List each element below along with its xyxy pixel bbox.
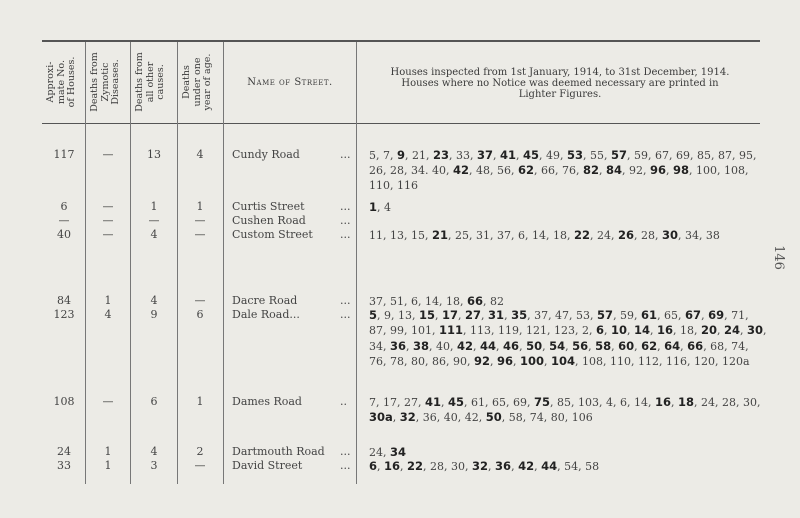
house-number: , 37, 47, 53,	[527, 309, 598, 322]
house-number-notice: 21	[431, 228, 448, 242]
house-number: ,	[588, 339, 596, 353]
houses-inspected-list	[369, 395, 769, 426]
house-number: ,	[516, 149, 524, 162]
house-number-notice: 27	[465, 308, 482, 322]
house-number: , 18,	[673, 324, 701, 338]
house-number: ,	[544, 354, 551, 368]
house-number: , 24,	[589, 229, 618, 242]
street-name: Dale Road...	[232, 308, 300, 321]
header-infant-deaths	[182, 42, 218, 122]
zymotic-deaths: 1	[104, 459, 112, 472]
house-number: , 92,	[622, 164, 650, 178]
house-number-notice: 5	[369, 308, 378, 322]
house-number-notice: 92	[473, 353, 490, 368]
house-number-notice: 57	[597, 308, 614, 322]
house-number-notice: 41	[500, 148, 517, 162]
house-number: , 55,	[583, 149, 612, 162]
house-number: , 71, 87, 99, 101,	[369, 309, 749, 338]
house-number-notice: 17	[442, 308, 459, 322]
house-number: ,	[670, 396, 678, 409]
house-number: , 34, 38	[677, 229, 720, 242]
leader-dots: ...	[340, 148, 351, 161]
house-number-notice: 23	[432, 148, 449, 162]
house-number-notice: 66	[466, 294, 483, 308]
house-number: , 28, 30,	[423, 460, 473, 473]
col-divider	[356, 42, 357, 484]
house-number-notice: 18	[677, 395, 694, 409]
leader-dots: ..	[340, 395, 347, 408]
infant-deaths: 2	[196, 445, 204, 458]
house-number-notice: 14	[633, 323, 650, 338]
zymotic-deaths: —	[102, 200, 114, 213]
house-number: , 113, 119, 121, 123, 2,	[463, 324, 596, 338]
header-other-deaths	[135, 42, 171, 122]
house-number-notice: 1	[369, 200, 378, 214]
houses-inspected-list	[369, 459, 769, 474]
house-number-notice: 111	[438, 323, 463, 338]
house-number-notice: 42	[452, 163, 469, 178]
house-number: , 85, 103, 4, 6, 14,	[550, 396, 655, 409]
house-number-notice: 60	[618, 338, 635, 353]
house-number-notice: 15	[419, 308, 436, 322]
house-number-notice: 37	[476, 148, 493, 162]
house-number: ,	[657, 339, 665, 353]
other-deaths: 3	[150, 459, 158, 472]
houses-count: 84	[57, 294, 71, 307]
house-number: , 36, 40, 42,	[415, 411, 486, 425]
house-number: ,	[611, 339, 619, 353]
house-number-notice: 22	[407, 459, 424, 473]
house-number: ,	[542, 339, 550, 353]
other-deaths: —	[148, 214, 160, 227]
house-number-notice: 82	[582, 163, 599, 178]
house-number: , 82	[482, 295, 504, 308]
infant-deaths: —	[194, 228, 206, 241]
house-number: , 58, 74, 80, 106	[501, 411, 593, 425]
houses-count: 33	[57, 459, 71, 472]
house-number-notice: 16	[384, 459, 401, 473]
house-number-notice: 32	[399, 410, 416, 425]
house-number-notice: 56	[572, 338, 589, 353]
house-number: ,	[634, 339, 642, 353]
infant-deaths: 1	[196, 395, 204, 408]
house-number-notice: 42	[457, 338, 474, 353]
house-number: ,	[626, 324, 634, 338]
house-number-notice: 44	[541, 459, 558, 473]
house-number: ,	[512, 354, 520, 368]
house-number: ,	[392, 411, 400, 425]
zymotic-deaths: 1	[104, 294, 112, 307]
header-zymotic-deaths	[90, 42, 126, 122]
house-number-notice: 6	[595, 323, 604, 338]
house-number: , 34,	[369, 324, 767, 353]
other-deaths: 4	[150, 294, 158, 307]
house-number: ,	[603, 324, 611, 338]
house-number: , 59,	[613, 309, 642, 322]
house-number-notice: 34	[390, 445, 407, 459]
houses-inspected-list	[369, 445, 769, 460]
header-houses-line2: Houses where no Notice was deemed necessary are printed in	[401, 78, 719, 89]
house-number-notice: 32	[472, 459, 489, 473]
house-number: ,	[650, 324, 657, 338]
house-number-notice: 50	[526, 338, 543, 353]
houses-count: 6	[60, 200, 68, 213]
house-number-notice: 22	[573, 228, 590, 242]
col-divider	[177, 42, 178, 484]
house-number: ,	[489, 354, 497, 368]
house-number: ,	[406, 339, 414, 353]
header-houses-inspected	[360, 67, 760, 100]
infant-deaths: 1	[196, 200, 204, 213]
house-number: , 61, 65, 69,	[464, 396, 534, 409]
house-number: ,	[496, 339, 504, 353]
street-name: Curtis Street	[232, 200, 305, 213]
house-number-notice: 45	[448, 395, 465, 409]
houses-count: 24	[57, 445, 71, 458]
house-number-notice: 38	[413, 338, 430, 353]
infant-deaths: —	[194, 459, 206, 472]
street-name: Dacre Road	[232, 294, 298, 307]
houses-count: 123	[53, 308, 75, 321]
house-number: ,	[400, 460, 408, 473]
other-deaths: 6	[150, 395, 158, 408]
house-number-notice: 30	[661, 228, 678, 242]
houses-count: 108	[53, 395, 75, 408]
house-number-notice: 10	[610, 323, 627, 338]
zymotic-deaths: 4	[104, 308, 112, 321]
house-number-notice: 16	[657, 323, 674, 338]
house-number-notice: 53	[567, 148, 584, 162]
header-houses-line3: Lighter Figures.	[518, 89, 602, 100]
header-text: Deaths from Zymotic Diseases.	[89, 52, 121, 112]
house-number: ,	[511, 460, 519, 473]
house-number-notice: 42	[518, 459, 535, 473]
house-number: , 9, 13,	[377, 309, 419, 322]
house-number-notice: 36	[495, 459, 512, 473]
house-number-notice: 98	[673, 163, 690, 178]
leader-dots: ...	[340, 445, 351, 458]
zymotic-deaths: —	[102, 395, 114, 408]
header-houses-line1: Houses inspected from 1st January, 1914, to 31st December, 1914.	[390, 67, 730, 78]
zymotic-deaths: —	[102, 214, 114, 227]
col-divider	[223, 42, 224, 484]
houses-inspected-list	[369, 228, 769, 243]
house-number-notice: 96	[649, 163, 666, 178]
house-number-notice: 62	[641, 338, 658, 353]
house-number-notice: 36	[390, 338, 407, 353]
street-name: Cundy Road	[232, 148, 300, 161]
street-name: Dames Road	[232, 395, 302, 408]
zymotic-deaths: 1	[104, 445, 112, 458]
infant-deaths: —	[194, 294, 206, 307]
house-number: ,	[493, 149, 500, 162]
house-number: , 33,	[449, 149, 477, 162]
houses-count: 117	[53, 148, 75, 161]
header-text: Deaths from all other causes.	[134, 52, 166, 112]
house-number-notice: 61	[641, 308, 658, 322]
house-number: ,	[488, 460, 496, 473]
house-number-notice: 30	[747, 323, 764, 338]
house-number: 11, 13, 15,	[369, 229, 432, 242]
house-number: ,	[519, 339, 527, 353]
infant-deaths: —	[194, 214, 206, 227]
houses-inspected-list	[369, 148, 769, 193]
house-number: , 25, 31, 37, 6, 14, 18,	[448, 229, 574, 242]
house-number: ,	[504, 309, 512, 322]
house-number-notice: 104	[551, 353, 576, 368]
page-number: 146	[770, 245, 786, 270]
house-number-notice: 96	[496, 353, 513, 368]
house-number-notice: 16	[654, 395, 671, 409]
zymotic-deaths: —	[102, 228, 114, 241]
houses-count: —	[58, 214, 70, 227]
header-text: Deaths under one year of age.	[181, 53, 213, 111]
house-number: , 40,	[429, 339, 458, 353]
leader-dots: ...	[340, 214, 351, 227]
header-street-name: Name of Street.	[247, 77, 333, 88]
house-number: ,	[441, 396, 448, 409]
header-approx-houses	[46, 42, 82, 122]
other-deaths: 4	[150, 228, 158, 241]
house-number: ,	[481, 309, 489, 322]
house-number: ,	[458, 309, 466, 322]
infant-deaths: 4	[196, 148, 204, 161]
zymotic-deaths: —	[102, 148, 114, 161]
other-deaths: 9	[150, 308, 158, 321]
house-number-notice: 6	[369, 459, 378, 473]
house-number: ,	[377, 460, 385, 473]
street-name: Custom Street	[232, 228, 313, 241]
house-number: , 21,	[405, 149, 433, 162]
house-number-notice: 24	[724, 323, 741, 338]
header-bottom-rule	[42, 123, 760, 124]
house-number-notice: 31	[488, 308, 505, 322]
house-number: , 4	[377, 201, 392, 214]
house-number: , 108, 110, 112, 116, 120, 120a	[575, 354, 750, 368]
house-number: 5, 7,	[369, 149, 397, 162]
house-number-notice: 100	[519, 353, 544, 368]
house-number: 24,	[369, 446, 390, 459]
house-number: ,	[740, 324, 748, 338]
house-number-notice: 20	[701, 323, 718, 338]
leader-dots: ...	[340, 459, 351, 472]
house-number-notice: 54	[549, 338, 566, 353]
house-number: ,	[717, 324, 725, 338]
house-number: , 66, 76,	[533, 164, 583, 178]
house-number: 37, 51, 6, 14, 18,	[369, 295, 467, 308]
house-number: , 28,	[633, 229, 662, 242]
houses-inspected-list	[369, 294, 769, 309]
house-number: , 65,	[657, 309, 686, 322]
house-number-notice: 26	[617, 228, 634, 242]
street-name: Dartmouth Road	[232, 445, 325, 458]
header-text: Approxi- mate No. of Houses.	[45, 56, 77, 108]
leader-dots: ...	[340, 228, 351, 241]
house-number: ,	[473, 339, 481, 353]
house-number: , 24, 28, 30,	[693, 396, 761, 409]
houses-inspected-list	[369, 308, 769, 369]
other-deaths: 1	[150, 200, 158, 213]
house-number: , 48, 56,	[468, 164, 518, 178]
house-number: ,	[680, 339, 688, 353]
house-number-notice: 64	[664, 338, 681, 353]
house-number-notice: 75	[533, 395, 550, 409]
other-deaths: 13	[147, 148, 161, 161]
house-number: ,	[598, 164, 606, 178]
house-number-notice: 45	[523, 148, 540, 162]
house-number: ,	[701, 309, 709, 322]
house-number: , 54, 58	[557, 460, 600, 473]
house-number-notice: 44	[480, 338, 497, 353]
house-number: 7, 17, 27,	[369, 396, 425, 409]
house-number: , 100, 108, 110, 116	[369, 164, 749, 192]
col-divider	[85, 42, 86, 484]
house-number-notice: 57	[611, 148, 628, 162]
house-number: , 59, 67, 69, 85, 87, 95, 26, 28, 34. 40,	[369, 149, 757, 178]
other-deaths: 4	[150, 445, 158, 458]
house-number: , 68, 74, 76, 78, 80, 86, 90,	[369, 339, 749, 368]
infant-deaths: 6	[196, 308, 204, 321]
house-number-notice: 50	[485, 410, 502, 425]
house-number-notice: 84	[605, 163, 622, 178]
house-number: , 49,	[539, 149, 568, 162]
street-name: David Street	[232, 459, 303, 472]
house-number-notice: 41	[424, 395, 441, 409]
house-number-notice: 66	[687, 338, 704, 353]
houses-count: 40	[57, 228, 71, 241]
house-number-notice: 58	[595, 338, 612, 353]
leader-dots: ...	[340, 308, 351, 321]
leader-dots: ...	[340, 200, 351, 213]
house-number-notice: 62	[517, 163, 534, 178]
house-number-notice: 67	[685, 308, 702, 322]
house-number: ,	[534, 460, 542, 473]
house-number-notice: 35	[511, 308, 528, 322]
house-number-notice: 30a	[369, 410, 393, 425]
houses-inspected-list	[369, 200, 769, 215]
house-number-notice: 69	[708, 308, 725, 322]
leader-dots: ...	[340, 294, 351, 307]
house-number-notice: 46	[503, 338, 520, 353]
house-number: ,	[435, 309, 443, 322]
house-number-notice: 9	[396, 148, 405, 162]
house-number: ,	[565, 339, 573, 353]
house-number: ,	[666, 164, 673, 178]
street-name: Cushen Road	[232, 214, 306, 227]
col-divider	[130, 42, 131, 484]
